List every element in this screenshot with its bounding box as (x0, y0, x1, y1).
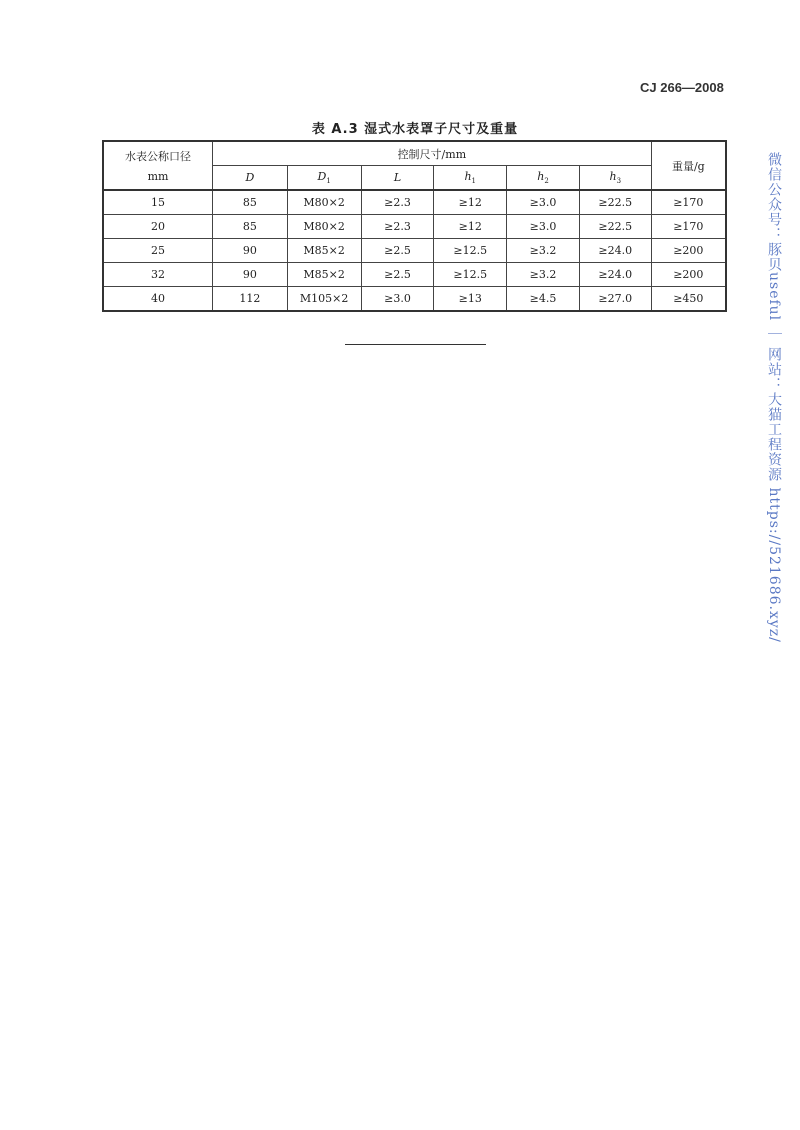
table-cell: 15 (103, 190, 213, 215)
table-cell: 112 (213, 287, 288, 312)
subheader-subscript: 2 (544, 177, 549, 186)
table-cell: ≥3.0 (361, 287, 434, 312)
subheader-subscript: 1 (326, 177, 331, 186)
standard-number: CJ 266—2008 (640, 80, 724, 95)
table-row (103, 190, 726, 215)
subheader-symbol: h (609, 169, 617, 183)
subheader-subscript: 3 (616, 177, 622, 186)
table-cell: ≥12 (434, 215, 507, 239)
header-control-dimensions: 控制尺寸/mm (213, 141, 652, 166)
end-rule (345, 344, 486, 345)
subheader-cell (361, 166, 434, 191)
table-cell: ≥2.3 (361, 215, 434, 239)
subheader-symbol: L (393, 171, 402, 184)
table-cell: ≥200 (651, 239, 726, 263)
table-cell: M80×2 (287, 215, 361, 239)
table-cell: 32 (103, 263, 213, 287)
subheader-symbol: D (317, 169, 327, 183)
table-cell: ≥24.0 (579, 239, 651, 263)
subheader-cell (287, 166, 361, 191)
table-row (103, 287, 726, 312)
header-weight: 重量/g (651, 141, 726, 190)
table-cell: 20 (103, 215, 213, 239)
table-cell: M105×2 (287, 287, 361, 312)
table-cell: ≥3.0 (507, 215, 580, 239)
dimensions-table (102, 140, 727, 312)
table-cell: ≥2.5 (361, 263, 434, 287)
subheader-symbol: D (245, 171, 255, 184)
table-cell: ≥450 (651, 287, 726, 312)
subheader-cell (213, 166, 288, 191)
nominal-label: 水表公称口径 (125, 150, 192, 163)
table-caption: 表 A.3 湿式水表罩子尺寸及重量 (311, 122, 519, 137)
table-cell: 90 (213, 239, 288, 263)
table-cell: ≥27.0 (579, 287, 651, 312)
table-cell: 90 (213, 263, 288, 287)
table-cell: ≥12.5 (434, 239, 507, 263)
table-cell: ≥170 (651, 190, 726, 215)
table-cell: ≥13 (434, 287, 507, 312)
table-cell: ≥3.2 (507, 239, 580, 263)
table-cell: 40 (103, 287, 213, 312)
table-row (103, 263, 726, 287)
table-row (103, 215, 726, 239)
subheader-subscript: 1 (471, 177, 477, 186)
table-cell: ≥2.5 (361, 239, 434, 263)
table-cell: ≥24.0 (579, 263, 651, 287)
nominal-unit: mm (147, 170, 169, 183)
table-cell: ≥170 (651, 215, 726, 239)
table-cell: 85 (213, 215, 288, 239)
table-cell: M80×2 (287, 190, 361, 215)
subheader-symbol: h (537, 169, 545, 183)
watermark: 微信公众号：豚贝useful ｜ 网站：大猫工程资源 https://521686.xyz/ (766, 152, 782, 643)
header-nominal-diameter (103, 141, 213, 190)
table-cell: ≥12 (434, 190, 507, 215)
subheader-cell (579, 166, 651, 191)
table-cell: ≥22.5 (579, 190, 651, 215)
table-cell: ≥12.5 (434, 263, 507, 287)
table-cell: ≥2.3 (361, 190, 434, 215)
table-cell: M85×2 (287, 263, 361, 287)
table-cell: ≥4.5 (507, 287, 580, 312)
table-cell: ≥3.0 (507, 190, 580, 215)
subheader-cell (434, 166, 507, 191)
table-cell: 85 (213, 190, 288, 215)
table-cell: 25 (103, 239, 213, 263)
table-cell: M85×2 (287, 239, 361, 263)
table-row (103, 239, 726, 263)
subheader-cell (507, 166, 580, 191)
table-cell: ≥3.2 (507, 263, 580, 287)
table-cell: ≥200 (651, 263, 726, 287)
table-cell: ≥22.5 (579, 215, 651, 239)
subheader-symbol: h (464, 169, 472, 183)
